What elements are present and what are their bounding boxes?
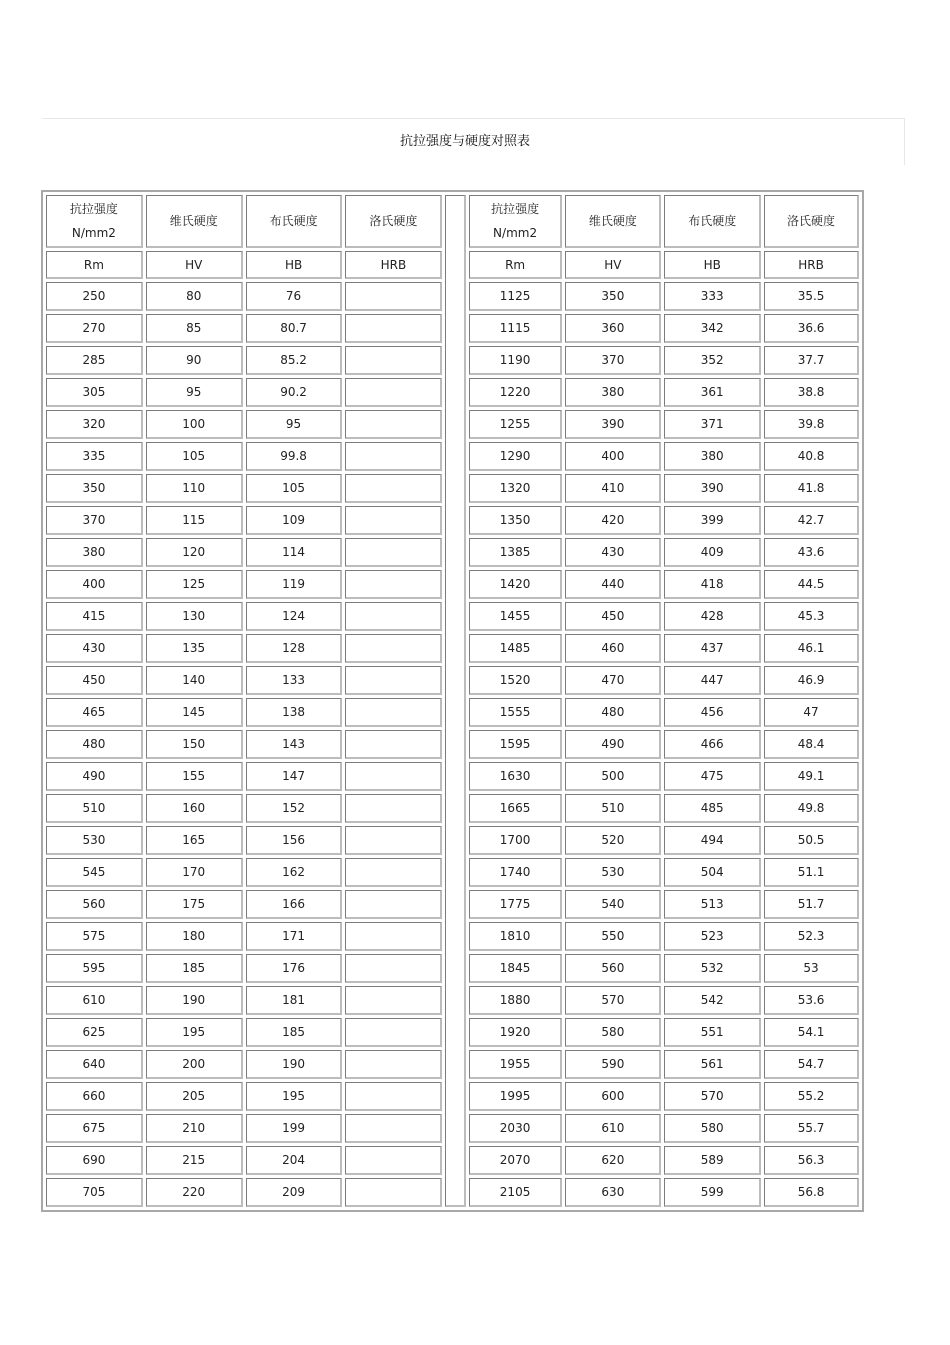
cell-right-hv: 580 [565,1018,661,1047]
cell-left-rm: 530 [46,826,143,855]
cell-left-hrb [345,346,442,375]
cell-left-hrb [345,474,442,503]
unit-rm-right: Rm [469,251,563,279]
cell-left-hb: 143 [246,730,343,759]
cell-left-hrb [345,762,442,791]
cell-right-hv: 450 [565,602,661,631]
cell-left-hb: 181 [246,986,343,1015]
cell-left-rm: 575 [46,922,143,951]
cell-right-hrb: 40.8 [764,442,859,471]
cell-right-rm: 1665 [469,794,563,823]
cell-left-hb: 209 [246,1178,343,1207]
cell-left-hrb [345,538,442,567]
cell-right-rm: 1350 [469,506,563,535]
cell-left-rm: 335 [46,442,143,471]
cell-right-rm: 1700 [469,826,563,855]
cell-right-hb: 361 [664,378,761,407]
cell-left-hb: 190 [246,1050,343,1079]
header-vickers-right: 维氏硬度 [565,195,661,248]
cell-left-hrb [345,794,442,823]
cell-left-hv: 190 [146,986,243,1015]
cell-left-hrb [345,986,442,1015]
cell-right-hrb: 55.7 [764,1114,859,1143]
cell-left-hrb [345,570,442,599]
hardness-table [41,190,864,1212]
cell-right-hv: 510 [565,794,661,823]
cell-right-hv: 560 [565,954,661,983]
cell-right-hrb: 53.6 [764,986,859,1015]
cell-left-hv: 170 [146,858,243,887]
cell-right-hv: 540 [565,890,661,919]
cell-left-rm: 370 [46,506,143,535]
cell-right-hrb: 44.5 [764,570,859,599]
cell-right-rm: 1485 [469,634,563,663]
cell-left-rm: 400 [46,570,143,599]
cell-right-rm: 1320 [469,474,563,503]
cell-left-hv: 135 [146,634,243,663]
cell-left-hb: 119 [246,570,343,599]
unit-hv-right: HV [565,251,661,279]
cell-right-hrb: 50.5 [764,826,859,855]
cell-left-rm: 660 [46,1082,143,1111]
cell-right-rm: 1255 [469,410,563,439]
cell-right-rm: 1455 [469,602,563,631]
cell-left-rm: 625 [46,1018,143,1047]
cell-left-hb: 90.2 [246,378,343,407]
cell-left-hv: 80 [146,282,243,311]
cell-right-hrb: 55.2 [764,1082,859,1111]
cell-right-hb: 399 [664,506,761,535]
cell-left-hb: 166 [246,890,343,919]
cell-left-hb: 185 [246,1018,343,1047]
header-tensile-left: 抗拉强度 N/mm2 [46,195,143,248]
cell-left-rm: 415 [46,602,143,631]
cell-right-hv: 390 [565,410,661,439]
cell-left-hrb [345,282,442,311]
cell-left-hb: 95 [246,410,343,439]
cell-right-hv: 370 [565,346,661,375]
cell-left-hrb [345,890,442,919]
header-vickers-left: 维氏硬度 [146,195,243,248]
cell-left-hv: 115 [146,506,243,535]
cell-right-hrb: 37.7 [764,346,859,375]
cell-right-hrb: 45.3 [764,602,859,631]
cell-left-rm: 320 [46,410,143,439]
cell-right-hrb: 38.8 [764,378,859,407]
cell-right-hrb: 54.7 [764,1050,859,1079]
header-brinell-left: 布氏硬度 [246,195,343,248]
cell-right-hv: 610 [565,1114,661,1143]
cell-left-hrb [345,858,442,887]
cell-right-hb: 513 [664,890,761,919]
cell-left-hb: 152 [246,794,343,823]
cell-left-hrb [345,442,442,471]
cell-left-rm: 430 [46,634,143,663]
cell-right-hrb: 52.3 [764,922,859,951]
cell-left-hv: 105 [146,442,243,471]
cell-right-hb: 580 [664,1114,761,1143]
unit-hb-right: HB [664,251,761,279]
cell-right-hb: 599 [664,1178,761,1207]
cell-left-hb: 85.2 [246,346,343,375]
header-tensile-right: 抗拉强度 N/mm2 [469,195,563,248]
cell-right-rm: 2105 [469,1178,563,1207]
cell-left-hv: 95 [146,378,243,407]
cell-left-hrb [345,634,442,663]
cell-right-rm: 1420 [469,570,563,599]
cell-right-hv: 570 [565,986,661,1015]
cell-left-hrb [345,698,442,727]
cell-right-hv: 380 [565,378,661,407]
cell-left-hb: 105 [246,474,343,503]
cell-right-hv: 630 [565,1178,661,1207]
cell-left-hrb [345,314,442,343]
cell-left-hrb [345,378,442,407]
cell-right-rm: 1810 [469,922,563,951]
unit-hrb-right: HRB [764,251,859,279]
cell-right-rm: 1555 [469,698,563,727]
cell-left-hb: 133 [246,666,343,695]
cell-left-hv: 200 [146,1050,243,1079]
cell-left-hb: 114 [246,538,343,567]
cell-right-rm: 1775 [469,890,563,919]
cell-right-hrb: 51.1 [764,858,859,887]
unit-hb-left: HB [246,251,343,279]
cell-left-hv: 150 [146,730,243,759]
cell-right-rm: 1920 [469,1018,563,1047]
cell-left-hv: 120 [146,538,243,567]
cell-right-rm: 1520 [469,666,563,695]
cell-right-hv: 360 [565,314,661,343]
cell-right-rm: 1955 [469,1050,563,1079]
cell-left-hrb [345,922,442,951]
cell-left-rm: 250 [46,282,143,311]
cell-right-hv: 350 [565,282,661,311]
cell-right-hv: 600 [565,1082,661,1111]
cell-left-hrb [345,506,442,535]
header-brinell-right: 布氏硬度 [664,195,761,248]
cell-right-hb: 589 [664,1146,761,1175]
cell-right-rm: 1630 [469,762,563,791]
header-row [46,195,859,248]
cell-right-hb: 437 [664,634,761,663]
cell-left-hb: 124 [246,602,343,631]
cell-right-hrb: 49.1 [764,762,859,791]
cell-right-hb: 466 [664,730,761,759]
cell-right-hv: 530 [565,858,661,887]
cell-right-hv: 620 [565,1146,661,1175]
unit-hv-left: HV [146,251,243,279]
cell-right-hb: 333 [664,282,761,311]
cell-right-hv: 520 [565,826,661,855]
header-rockwell-left: 洛氏硬度 [345,195,442,248]
cell-right-rm: 1220 [469,378,563,407]
cell-left-hb: 138 [246,698,343,727]
cell-left-hb: 156 [246,826,343,855]
cell-right-hb: 570 [664,1082,761,1111]
cell-right-rm: 1190 [469,346,563,375]
cell-right-hrb: 56.3 [764,1146,859,1175]
cell-left-rm: 305 [46,378,143,407]
cell-left-hv: 100 [146,410,243,439]
cell-left-hv: 110 [146,474,243,503]
cell-left-rm: 705 [46,1178,143,1207]
cell-left-hrb [345,1178,442,1207]
cell-right-rm: 1595 [469,730,563,759]
cell-right-hv: 550 [565,922,661,951]
cell-right-rm: 1290 [469,442,563,471]
column-separator [445,195,465,1207]
cell-left-rm: 480 [46,730,143,759]
cell-right-hrb: 47 [764,698,859,727]
header-rockwell-right: 洛氏硬度 [764,195,859,248]
cell-left-hv: 145 [146,698,243,727]
cell-left-hrb [345,1018,442,1047]
cell-left-hrb [345,1082,442,1111]
cell-right-rm: 1740 [469,858,563,887]
cell-right-hb: 342 [664,314,761,343]
cell-right-hv: 430 [565,538,661,567]
cell-left-hrb [345,1146,442,1175]
cell-right-hrb: 46.9 [764,666,859,695]
cell-left-hrb [345,1050,442,1079]
cell-left-hb: 147 [246,762,343,791]
cell-right-hrb: 36.6 [764,314,859,343]
cell-left-hrb [345,954,442,983]
cell-right-hb: 523 [664,922,761,951]
cell-right-hb: 485 [664,794,761,823]
cell-left-hv: 155 [146,762,243,791]
cell-right-hb: 352 [664,346,761,375]
cell-left-hb: 171 [246,922,343,951]
cell-left-rm: 285 [46,346,143,375]
cell-right-hv: 420 [565,506,661,535]
cell-right-hb: 418 [664,570,761,599]
unit-rm-left: Rm [46,251,143,279]
cell-left-hb: 99.8 [246,442,343,471]
unit-hrb-left: HRB [345,251,442,279]
cell-left-hb: 195 [246,1082,343,1111]
cell-right-rm: 2070 [469,1146,563,1175]
cell-right-hrb: 43.6 [764,538,859,567]
top-divider [42,118,904,119]
cell-right-hrb: 39.8 [764,410,859,439]
cell-right-hv: 590 [565,1050,661,1079]
cell-right-hrb: 56.8 [764,1178,859,1207]
cell-left-rm: 545 [46,858,143,887]
cell-right-hrb: 51.7 [764,890,859,919]
cell-right-hv: 480 [565,698,661,727]
cell-right-hb: 532 [664,954,761,983]
cell-left-hrb [345,730,442,759]
cell-left-hrb [345,410,442,439]
cell-left-rm: 690 [46,1146,143,1175]
cell-left-hrb [345,602,442,631]
cell-left-hv: 195 [146,1018,243,1047]
cell-right-hb: 447 [664,666,761,695]
cell-left-hv: 85 [146,314,243,343]
cell-right-rm: 1845 [469,954,563,983]
cell-right-hrb: 54.1 [764,1018,859,1047]
cell-right-hv: 470 [565,666,661,695]
cell-left-hb: 176 [246,954,343,983]
cell-left-hv: 165 [146,826,243,855]
cell-left-hb: 162 [246,858,343,887]
cell-left-hrb [345,826,442,855]
cell-left-hv: 90 [146,346,243,375]
cell-left-hv: 160 [146,794,243,823]
page-title: 抗拉强度与硬度对照表 [399,134,530,149]
cell-right-hb: 428 [664,602,761,631]
cell-left-rm: 465 [46,698,143,727]
cell-right-hb: 561 [664,1050,761,1079]
cell-left-hv: 185 [146,954,243,983]
cell-right-hv: 490 [565,730,661,759]
cell-left-rm: 450 [46,666,143,695]
cell-left-rm: 560 [46,890,143,919]
cell-right-hrb: 48.4 [764,730,859,759]
cell-right-hb: 380 [664,442,761,471]
cell-left-hb: 109 [246,506,343,535]
cell-left-rm: 675 [46,1114,143,1143]
cell-left-hb: 76 [246,282,343,311]
cell-left-rm: 510 [46,794,143,823]
cell-right-hv: 500 [565,762,661,791]
cell-right-hv: 400 [565,442,661,471]
cell-left-hrb [345,666,442,695]
cell-right-hv: 440 [565,570,661,599]
cell-right-rm: 1115 [469,314,563,343]
cell-right-hv: 460 [565,634,661,663]
cell-right-hb: 475 [664,762,761,791]
cell-left-hv: 175 [146,890,243,919]
cell-right-hrb: 53 [764,954,859,983]
cell-left-hb: 128 [246,634,343,663]
cell-right-hrb: 46.1 [764,634,859,663]
cell-right-rm: 1385 [469,538,563,567]
cell-right-hb: 551 [664,1018,761,1047]
cell-left-hv: 130 [146,602,243,631]
cell-right-hrb: 35.5 [764,282,859,311]
cell-left-rm: 270 [46,314,143,343]
cell-right-rm: 1125 [469,282,563,311]
cell-right-rm: 1995 [469,1082,563,1111]
cell-right-hb: 390 [664,474,761,503]
cell-right-hb: 456 [664,698,761,727]
cell-left-rm: 350 [46,474,143,503]
cell-left-rm: 595 [46,954,143,983]
cell-left-rm: 490 [46,762,143,791]
cell-right-hb: 494 [664,826,761,855]
cell-left-hb: 80.7 [246,314,343,343]
cell-left-rm: 380 [46,538,143,567]
cell-left-hb: 199 [246,1114,343,1143]
cell-left-hv: 125 [146,570,243,599]
cell-left-hb: 204 [246,1146,343,1175]
cell-right-hv: 410 [565,474,661,503]
cell-left-hv: 205 [146,1082,243,1111]
cell-right-hb: 542 [664,986,761,1015]
cell-right-hrb: 41.8 [764,474,859,503]
cell-left-hv: 140 [146,666,243,695]
cell-right-hb: 371 [664,410,761,439]
cell-right-rm: 1880 [469,986,563,1015]
cell-left-rm: 640 [46,1050,143,1079]
cell-right-hb: 409 [664,538,761,567]
cell-left-hv: 215 [146,1146,243,1175]
cell-left-hv: 180 [146,922,243,951]
cell-left-hv: 220 [146,1178,243,1207]
cell-right-hb: 504 [664,858,761,887]
cell-left-rm: 610 [46,986,143,1015]
cell-right-hrb: 49.8 [764,794,859,823]
cell-left-hv: 210 [146,1114,243,1143]
cell-left-hrb [345,1114,442,1143]
cell-right-rm: 2030 [469,1114,563,1143]
cell-right-hrb: 42.7 [764,506,859,535]
